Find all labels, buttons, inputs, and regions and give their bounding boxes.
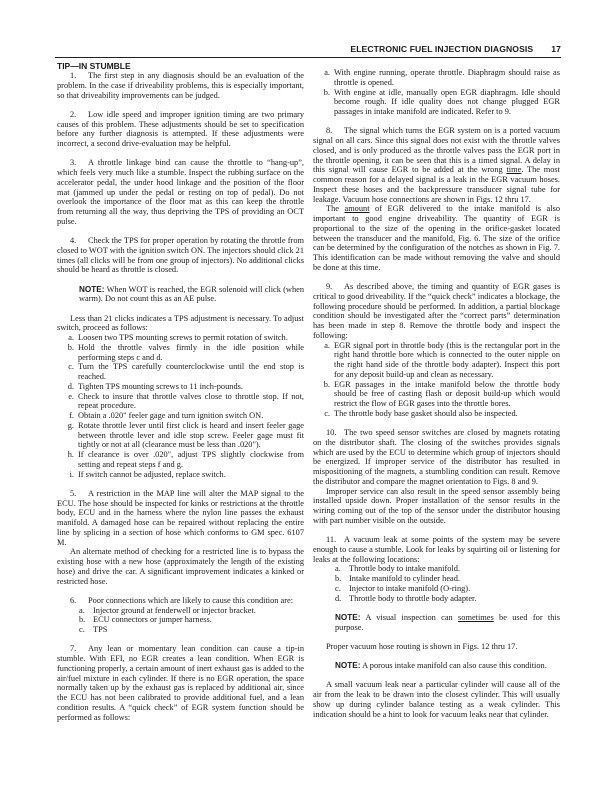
list-item-text: Check to insure that throttle valves close to throttle stop. If not, repeat procedure. xyxy=(78,391,304,411)
list-item xyxy=(313,574,560,584)
list-item-label: c. xyxy=(68,362,74,372)
paragraph xyxy=(313,282,560,341)
list-item-label: b. xyxy=(335,574,342,583)
list-item-label: f. xyxy=(69,411,74,420)
section xyxy=(313,126,560,272)
paragraph-text: The first step in any diagnosis should be an evaluation of the problem. In the case if driveability problems, this is especially important, so that driveability improvements can be judged. xyxy=(57,71,304,100)
list-item-label: c. xyxy=(335,583,341,593)
paragraph-text: A restriction in the MAP line will alter the MAP signal to the ECU. The hose should be inspected for kinks or restrictions at the throttle body, ECU and in the harness where the nylon line passes the exhaust manifold. A damaged hose can be repaired without replacing the entire line by splicing in a section of hose which conforms to GM spec. 6107 M. xyxy=(57,488,304,547)
list-item xyxy=(57,392,304,412)
list-item xyxy=(57,450,304,470)
paragraph-text: As described above, the timing and quantity of EGR gases is critical to good driveability. If the “quick check” indicates a blockage, the following procedure should be performed. In addition, a partial blockage condition should be investigated after the “correct parts” determination has been made in step 8. Remove the throttle body and inspect the following: xyxy=(313,282,560,340)
list-item-text: Tighten TPS mounting screws to 11 inch-pounds. xyxy=(78,381,243,391)
list-item-label: h. xyxy=(67,450,74,459)
list-item-text: Loosen two TPS mounting screws to permit rotation of switch. xyxy=(78,333,288,342)
paragraph-number: 6. xyxy=(70,595,77,605)
paragraph-number: 9. xyxy=(326,282,333,291)
list-item xyxy=(57,615,304,625)
list-item xyxy=(313,584,560,594)
section xyxy=(313,68,560,117)
note xyxy=(335,613,560,633)
list-item-text: Obtain a .020" feeler gage and turn ignition switch ON. xyxy=(78,411,264,420)
left-column xyxy=(57,61,304,732)
step-list xyxy=(313,341,560,419)
list-item-text: TPS xyxy=(93,625,108,634)
paragraph-text: An alternate method of checking for a restricted line is to bypass the existing hose with a new hose (approximately the length of the existing hose) and drive the car. A significant improvement indicates a kinked or restricted hose. xyxy=(57,547,304,586)
paragraph-text: Check the TPS for proper operation by rotating the throttle from closed to WOT with the ignition switch ON. The injectors should click 21 times (all clicks will be from one group of injectors). No additional clicks should be heard as throttle is closed. xyxy=(57,236,304,275)
list-item-label: d. xyxy=(335,593,342,603)
list-item xyxy=(313,68,560,88)
section xyxy=(313,535,560,603)
paragraph-text: Proper vacuum hose routing is shown in Figs. 12 thru 17. xyxy=(326,641,518,651)
paragraph xyxy=(313,535,560,564)
section xyxy=(57,314,304,480)
paragraph-text: Low idle speed and improper ignition timing are two primary causes of this problem. These adjustments should be set to specification before any further diagnosis is attempted. If these adjustments were incorrect, a second drive-evaluation may be helpful. xyxy=(57,109,304,148)
list-item-label: g. xyxy=(67,420,74,430)
note xyxy=(79,285,304,305)
text-segment: The xyxy=(326,204,345,214)
list-item-text: Injector to intake manifold (O-ring). xyxy=(349,583,471,593)
paragraph-number: 10. xyxy=(326,428,337,437)
step-list xyxy=(313,68,560,117)
step-list xyxy=(57,333,304,479)
list-item-text: If switch cannot be adjusted, replace switch. xyxy=(78,469,226,479)
paragraph-number: 8. xyxy=(326,126,333,136)
section xyxy=(57,236,304,275)
paragraph xyxy=(57,314,304,334)
paragraph xyxy=(313,680,560,719)
paragraph-text: Improper service can also result in the speed sensor assembly being installed upside down. Proper installation of the sensor results in the wiring coming out of the top of the sensor under the distributor housing with part number visible on the outside. xyxy=(313,486,560,525)
note xyxy=(335,661,560,671)
section xyxy=(313,661,560,671)
paragraph xyxy=(313,428,560,487)
list-item-label: c. xyxy=(79,625,85,634)
list-item xyxy=(57,411,304,421)
list-item-label: a. xyxy=(335,564,341,574)
text-segment: be used for this purpose. xyxy=(335,612,560,632)
list-item-text: Hold the throttle valves firmly in the idle position while performing steps c and d. xyxy=(78,342,304,362)
paragraph-number: 5. xyxy=(70,488,77,498)
list-item-text: Turn the TPS carefully counterclockwise until the end stop is reached. xyxy=(78,362,304,381)
section xyxy=(57,644,304,722)
list-item-label: i. xyxy=(69,469,74,479)
paragraph-text: Any lean or momentary lean condition can cause a tip-in stumble. With EFI, no EGR creates a lean condition. When EGR is functioning properly, a certain amount of inert exhaust gas is added to the air/fuel mixture in each cylinder. If there is no EGR operation, the space normally taken up by the exhaust gas is replaced by additional air, since the ECU has not been calibrated to provide additional fuel, and a lean condition results. A “quick check” of EGR system function should be performed as follows: xyxy=(57,644,304,722)
list-item-text: Intake manifold to cylinder head. xyxy=(349,574,460,583)
list-item-text: With engine running, operate throttle. Diaphragm should raise as throttle is opened. xyxy=(334,68,560,87)
list-item xyxy=(57,333,304,343)
section xyxy=(57,110,304,149)
section xyxy=(57,285,304,305)
list-item-label: b. xyxy=(323,379,330,389)
paragraph xyxy=(57,644,304,722)
paragraph-number: 2. xyxy=(70,109,77,119)
note-label: NOTE: xyxy=(335,661,361,670)
section xyxy=(313,642,560,652)
paragraph-text: A small vacuum leak near a particular cylinder will cause all of the air from the leak to be drawn into the closest cylinder. This will usually show up during cylinder balance testing as a weak cylinder. This indication should be a hint to look for vacuum leaks near that cylinder. xyxy=(313,680,560,719)
section xyxy=(57,596,304,635)
list-item-text: The throttle body base gasket should also be inspected. xyxy=(334,408,518,418)
list-item-text: ECU connectors or jumper harness. xyxy=(93,615,212,625)
item-list xyxy=(313,564,560,603)
list-item xyxy=(57,470,304,480)
list-item xyxy=(313,341,560,380)
section xyxy=(57,489,304,587)
section xyxy=(313,282,560,419)
section xyxy=(57,61,304,100)
section xyxy=(57,158,304,226)
list-item xyxy=(57,343,304,363)
page-number: 17 xyxy=(551,44,561,54)
paragraph xyxy=(313,204,560,272)
list-item-text: Throttle body to intake manifold. xyxy=(349,564,460,574)
paragraph-text: Poor connections which are likely to cause this condition are: xyxy=(88,595,294,605)
list-item xyxy=(57,606,304,616)
paragraph xyxy=(57,158,304,226)
underlined-text: sometimes xyxy=(458,612,494,622)
list-item-label: d. xyxy=(67,381,74,391)
paragraph-number: 11. xyxy=(326,535,337,544)
paragraph-number: 1. xyxy=(70,71,77,80)
header-title: ELECTRONIC FUEL INJECTION DIAGNOSIS xyxy=(350,44,534,54)
list-item-label: c. xyxy=(324,408,330,418)
underlined-text: time xyxy=(506,165,522,175)
paragraph-number: 7. xyxy=(70,644,77,654)
list-item-text: EGR passages in the intake manifold below the throttle body should be free of casting flash or deposit build-up which would restrict the flow of EGR gases into the throttle bores. xyxy=(334,379,560,408)
list-item-label: b. xyxy=(67,342,74,352)
list-item xyxy=(57,625,304,635)
list-item-label: b. xyxy=(79,615,86,625)
paragraph xyxy=(57,596,304,606)
list-item xyxy=(313,594,560,604)
section-heading: TIP—IN STUMBLE xyxy=(57,61,131,71)
list-item xyxy=(57,362,304,382)
list-item-text: EGR signal port in throttle body (this is the rectangular port in the right hand throttle bore which is connected to the outer nipple on the right hand side of the throttle body adapter). Inspect this port for any deposit build-up and clean as necessary. xyxy=(334,340,560,379)
paragraph-text: Less than 21 clicks indicates a TPS adjustment is necessary. To adjust switch, proceed as follows: xyxy=(57,313,304,333)
list-item-text: Rotate throttle lever until first click is heard and insert feeler gage between throttle lever and idle stop screw. Feeler gage must fit tightly or not at all (clearance must be less than .020"). xyxy=(78,420,304,450)
list-item-text: If clearance is over .020", adjust TPS slightly clockwise from setting and repeat steps f and g. xyxy=(78,450,304,469)
running-header xyxy=(55,44,561,58)
list-item xyxy=(313,380,560,409)
list-item-text: With engine at idle, manually open EGR diaphragm. Idle should become rough. If idle quality does not change plugged EGR passages in intake manifold are indicated. Refer to 9. xyxy=(334,87,560,116)
list-item-label: a. xyxy=(68,333,74,342)
paragraph xyxy=(313,642,560,652)
list-item xyxy=(313,88,560,117)
list-item-text: Throttle body to throttle body adapter. xyxy=(349,593,477,603)
paragraph-text: A throttle linkage bind can cause the throttle to “hang-up”, which feels very much like a stumble. Inspect the rubbing surface on the accelerator pedal, the under hood linkage and the position of the floor mat (jammed up under the pedal or resting on top of pedal). Do not overlook the importance of the floor mat as this can keep the throttle from returning all the way, thus depriving the TPS of providing an OCT pulse. xyxy=(57,158,304,226)
text-segment: A visual inspection can xyxy=(365,612,459,622)
list-item-label: a. xyxy=(324,68,330,77)
underlined-text: amount xyxy=(344,204,370,214)
list-item xyxy=(57,421,304,450)
text-segment: of EGR delivered to the intake manifold is also important to good engine driveability. The quantity of EGR is proportional to the size of the opening in the orifice-gasket located between the transducer and the manifold, Fig. 6. The size of the orifice can be determined by the configuration of the notches as shown in Fig. 7. This identification can be made without removing the valve and should be done at this time. xyxy=(313,204,560,272)
list-item xyxy=(313,409,560,419)
paragraph xyxy=(57,71,304,100)
section xyxy=(313,680,560,719)
section xyxy=(313,613,560,633)
item-list xyxy=(57,606,304,635)
paragraph-text: A vacuum leak at some points of the system may be severe enough to cause a stumble. Look for leaks by squirting oil or listening for leaks at the following locations: xyxy=(313,535,560,564)
right-column xyxy=(313,68,560,729)
paragraph xyxy=(57,110,304,149)
paragraph xyxy=(57,547,304,586)
paragraph xyxy=(313,126,560,204)
text-segment: . The most common reason for a delayed signal is a leak in the EGR vacuum hoses. Inspect these hoses and the backpressure transducer signal tube for leakage. Vacuum hose connections are shown in Figs. 12 thru 17. xyxy=(313,165,561,204)
paragraph-text: The two speed sensor switches are closed by magnets rotating on the distributor shaft. The closing of the switches provides signals which are used by the ECU to determine which group of injectors should be energized. If improper service of the distributor has resulted in mispositioning of the magnets, a stumbling condition can result. Remove the distributor and compare the magnet orientation to Figs. 8 and 9. xyxy=(313,428,560,486)
section xyxy=(313,428,560,526)
list-item-label: a. xyxy=(79,605,85,615)
paragraph xyxy=(57,489,304,548)
paragraph-text: When WOT is reached, the EGR solenoid will click (when warm). Do not count this as an AE pulse. xyxy=(79,284,304,304)
text-segment: The signal which turns the EGR system on is a ported vacuum signal on all cars. Since this signal does not exist with the throttle valves closed, and is only produced as the throttle valves pass the EGR port in the throttle opening, it can be seen that this is a timed signal. A delay in this signal will cause EGR to be added at the wrong xyxy=(313,126,560,175)
list-item xyxy=(313,564,560,574)
paragraph-number: 4. xyxy=(70,236,77,245)
paragraph xyxy=(57,236,304,275)
list-item-text: Injector ground at fenderwell or injector bracket. xyxy=(93,605,256,615)
note-label: NOTE: xyxy=(79,284,105,294)
list-item-label: a. xyxy=(324,340,330,350)
list-item-label: b. xyxy=(323,87,330,97)
note-label: NOTE: xyxy=(335,612,361,622)
list-item xyxy=(57,382,304,392)
paragraph-text: A porous intake manifold can also cause this condition. xyxy=(362,661,547,670)
paragraph xyxy=(313,487,560,526)
paragraph-number: 3. xyxy=(70,158,77,168)
list-item-label: e. xyxy=(68,391,74,401)
